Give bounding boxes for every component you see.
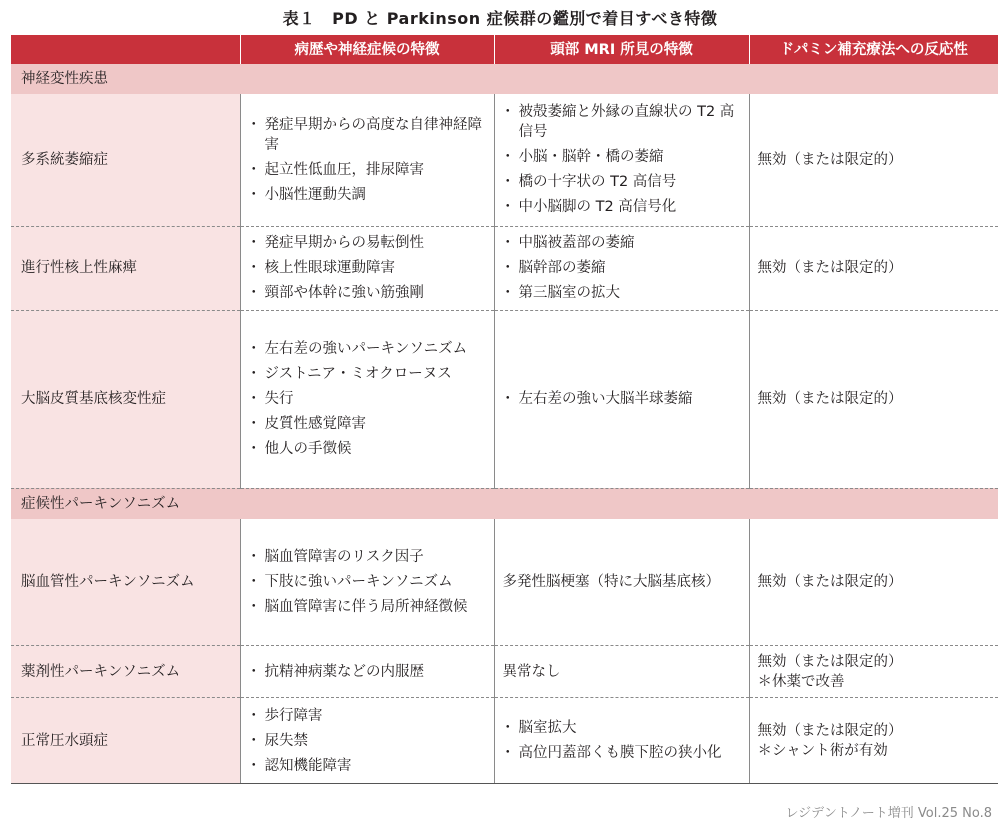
header-response: ドパミン補充療法への反応性 (749, 35, 998, 64)
symptom-item: ・ 歩行障害 (249, 706, 486, 726)
symptom-item: ・ 失行 (249, 389, 486, 409)
header-row (11, 35, 998, 64)
mri-item: ・ 被殻萎縮と外縁の直線状の T2 高信号 (503, 102, 741, 142)
differential-table (11, 35, 998, 784)
symptoms-cell (240, 519, 494, 646)
mri-item: ・ 左右差の強い大脳半球萎縮 (503, 389, 741, 409)
disease-name: 多系統萎縮症 (11, 94, 240, 226)
response-cell (749, 310, 998, 488)
response-cell (749, 226, 998, 310)
response-text: 無効（または限定的） (757, 653, 903, 670)
header-disease (11, 35, 240, 64)
table-row (11, 94, 998, 226)
mri-cell (494, 94, 749, 226)
category-row (11, 64, 998, 94)
mri-item: ・ 脳幹部の萎縮 (503, 258, 741, 278)
symptom-item: ・ 左右差の強いパーキンソニズム (249, 339, 486, 359)
mri-cell (494, 226, 749, 310)
table-title: 表１ PD と Parkinson 症候群の鑑別で着目すべき特徴 (282, 9, 718, 28)
mri-cell (494, 646, 749, 698)
disease-name: 正常圧水頭症 (11, 698, 240, 784)
symptom-item: ・ 核上性眼球運動障害 (249, 258, 486, 278)
mri-item: ・ 高位円蓋部くも膜下腔の狭小化 (503, 743, 741, 763)
response-cell (749, 94, 998, 226)
symptom-item: ・ 抗精神病薬などの内服歴 (249, 662, 486, 682)
table-row (11, 698, 998, 784)
mri-item: ・ 脳室拡大 (503, 718, 741, 738)
table-row (11, 646, 998, 698)
symptom-item: ・ 皮質性感覚障害 (249, 414, 486, 434)
mri-item: ・ 第三脳室の拡大 (503, 283, 741, 303)
response-cell (749, 698, 998, 784)
symptoms-cell (240, 226, 494, 310)
mri-item: ・ 橋の十字状の T2 高信号 (503, 172, 741, 192)
mri-cell (494, 698, 749, 784)
disease-name: 大脳皮質基底核変性症 (11, 310, 240, 488)
symptom-item: ・ 小脳性運動失調 (249, 185, 486, 205)
symptom-item: ・ 起立性低血圧，排尿障害 (249, 160, 486, 180)
header-mri: 頭部 MRI 所見の特徴 (494, 35, 749, 64)
header-symptoms: 病歴や神経症候の特徴 (240, 35, 494, 64)
symptoms-cell (240, 698, 494, 784)
category-label: 神経変性疾患 (11, 64, 998, 94)
symptom-item: ・ 発症早期からの高度な自律神経障害 (249, 115, 486, 155)
disease-name: 脳血管性パーキンソニズム (11, 519, 240, 646)
category-row (11, 488, 998, 519)
symptoms-cell (240, 646, 494, 698)
symptom-item: ・ ジストニア・ミオクローヌス (249, 364, 486, 384)
mri-item: ・ 中脳被蓋部の萎縮 (503, 233, 741, 253)
symptom-item: ・ 認知機能障害 (249, 756, 486, 776)
response-note: ＊シャント術が有効 (757, 742, 888, 759)
response-text: 無効（または限定的） (757, 391, 903, 407)
response-note: ＊休薬で改善 (757, 673, 845, 690)
symptom-item: ・ 尿失禁 (249, 731, 486, 751)
response-text: 無効（または限定的） (757, 151, 903, 168)
symptoms-cell (240, 94, 494, 226)
publication-footer: レジデントノート増刊 Vol.25 No.8 (785, 806, 992, 821)
table-row (11, 519, 998, 646)
symptom-item: ・ 脳血管障害のリスク因子 (249, 547, 486, 567)
symptom-item: ・ 発症早期からの易転倒性 (249, 233, 486, 253)
mri-item: ・ 中小脳脚の T2 高信号化 (503, 197, 741, 217)
mri-item: ・ 小脳・脳幹・橋の萎縮 (503, 147, 741, 167)
mri-cell (494, 519, 749, 646)
disease-name: 薬剤性パーキンソニズム (11, 646, 240, 698)
response-cell (749, 519, 998, 646)
category-label: 症候性パーキンソニズム (11, 488, 998, 519)
table-row (11, 226, 998, 310)
response-text: 無効（または限定的） (757, 722, 903, 739)
disease-name: 進行性核上性麻痺 (11, 226, 240, 310)
mri-text: 異常なし (502, 663, 561, 680)
symptom-item: ・ 下肢に強いパーキンソニズム (249, 572, 486, 592)
symptoms-cell (240, 310, 494, 488)
symptom-item: ・ 頸部や体幹に強い筋強剛 (249, 283, 486, 303)
mri-text: 多発性脳梗塞（特に大脳基底核） (502, 573, 720, 590)
response-text: 無効（または限定的） (757, 573, 903, 590)
mri-cell (494, 310, 749, 488)
table-row (11, 310, 998, 488)
symptom-item: ・ 脳血管障害に伴う局所神経徴候 (249, 597, 486, 617)
response-text: 無効（または限定的） (757, 260, 903, 276)
symptom-item: ・ 他人の手徴候 (249, 439, 486, 459)
response-cell (749, 646, 998, 698)
